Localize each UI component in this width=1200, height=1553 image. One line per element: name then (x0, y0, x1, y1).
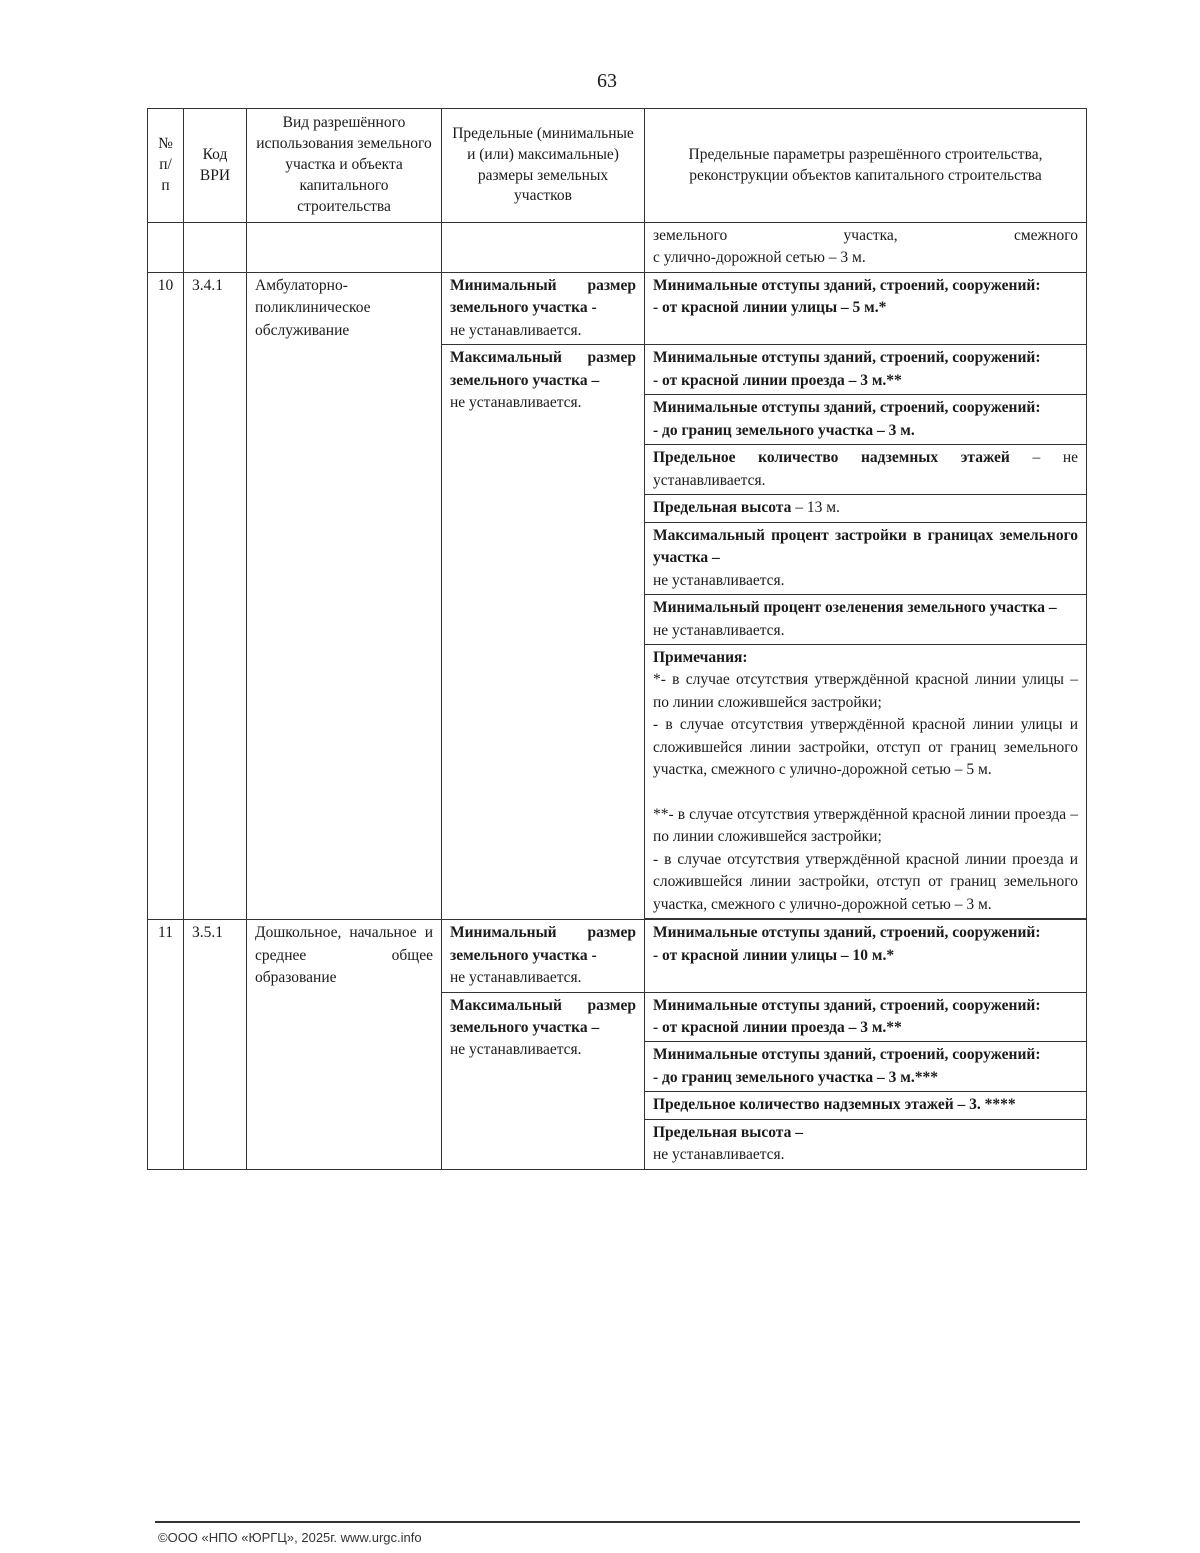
row11-param-3-value: - до границ земельного участка – 3 м.*** (653, 1068, 938, 1086)
row11-param-5-title: Предельная высота – (653, 1123, 803, 1141)
row10-param-3-title: Минимальные отступы зданий, строений, сооружений: (653, 399, 1041, 417)
row10-max-size-title: Максимальный размер земельного участка – (450, 349, 636, 389)
param-continuation (645, 223, 1087, 273)
row11-param-3-title: Минимальные отступы зданий, строений, сооружений: (653, 1046, 1041, 1064)
row11-max-size-title: Максимальный размер земельного участка – (450, 996, 636, 1036)
footer-divider (155, 1521, 1080, 1523)
row11-param-3 (645, 1042, 1087, 1092)
row10-param-1 (645, 272, 1087, 344)
row10-code: 3.4.1 (184, 272, 247, 919)
row10-param-4 (645, 445, 1087, 495)
table-header-row (148, 109, 1087, 223)
row10-param-4-title: Предельное количество надземных этажей (653, 449, 1010, 467)
row10-notes (645, 644, 1087, 918)
row11-param-2-title: Минимальные отступы зданий, строений, сооружений: (653, 996, 1041, 1014)
row10-param-7-title: Минимальный процент озеленения земельного участка – (653, 599, 1057, 617)
row10-param-5-value: – 13 м. (791, 499, 840, 517)
row10-note-3: **- в случае отсутствия утверждённой красной линии проезда – по линии сложившейся застройки; (653, 805, 1078, 846)
row10-note-4: - в случае отсутствия утверждённой красной линии проезда и сложившейся линии застройки, отступ от границ земельного участка, смежного с улично-дорожной сетью – 3 м. (653, 850, 1078, 913)
row10-min-size-value: не устанавливается. (450, 321, 582, 339)
row11-min-size (442, 920, 645, 992)
table-row-continuation (148, 223, 1087, 273)
row10-num: 10 (148, 272, 184, 919)
row11-min-size-value: не устанавливается. (450, 969, 582, 987)
row10-param-6 (645, 522, 1087, 594)
header-params: Предельные параметры разрешённого строительства, реконструкции объектов капитального строительства (645, 109, 1087, 223)
row10-note-2: - в случае отсутствия утверждённой красной линии улицы и сложившейся линии застройки, отступ от границ земельного участка, смежного с улично-дорожной сетью – 5 м. (653, 716, 1078, 779)
row10-param-6-title: Максимальный процент застройки в границах земельного участка – (653, 526, 1078, 567)
row10-param-1-value: - от красной линии улицы – 5 м.* (653, 299, 887, 317)
row11-param-1 (645, 920, 1087, 992)
row10-type: Амбулаторно-поликлиническое обслуживание (247, 272, 442, 919)
row11-max-size-value: не устанавливается. (450, 1041, 582, 1059)
header-num: № п/п (148, 109, 184, 223)
header-type: Вид разрешённого использования земельного участка и объекта капитального строительства (247, 109, 442, 223)
row10-note-1: *- в случае отсутствия утверждённой красной линии улицы – по линии сложившейся застройки; (653, 671, 1078, 711)
row10-max-size-value: не устанавливается. (450, 394, 582, 412)
row10-param-3-value: - до границ земельного участка – 3 м. (653, 421, 915, 439)
row10-param-2-value: - от красной линии проезда – 3 м.** (653, 371, 902, 389)
row11-max-size (442, 992, 645, 1169)
row10-param-4-value: – не устанавливается. (653, 449, 1078, 489)
row10-param-2 (645, 345, 1087, 395)
header-code: Код ВРИ (184, 109, 247, 223)
row11-min-size-title: Минимальный размер земельного участка - (450, 924, 636, 964)
row10-notes-title: Примечания: (653, 648, 748, 666)
row11-param-5 (645, 1119, 1087, 1169)
param-continuation-line2: с улично-дорожной сетью – 3 м. (653, 249, 866, 267)
table-row-10 (148, 272, 1087, 344)
row10-param-7 (645, 595, 1087, 645)
zoning-regulations-table (147, 108, 1087, 1170)
param-continuation-line1: земельного участка, смежного (653, 227, 1078, 244)
footer-copyright: ©ООО «НПО «ЮРГЦ», 2025г. www.urgc.info (158, 1530, 422, 1545)
row11-param-1-title: Минимальные отступы зданий, строений, сооружений: (653, 924, 1041, 942)
row10-param-2-title: Минимальные отступы зданий, строений, сооружений: (653, 349, 1041, 367)
row11-num: 11 (148, 920, 184, 1170)
row11-param-4: Предельное количество надземных этажей – 3. **** (645, 1092, 1087, 1119)
header-sizes: Предельные (минимальные и (или) максимальные) размеры земельных участков (442, 109, 645, 223)
table-row-11 (148, 920, 1087, 992)
row11-type: Дошкольное, начальное и среднее общее образование (247, 920, 442, 1170)
row10-max-size (442, 345, 645, 920)
row10-param-6-value: не устанавливается. (653, 571, 785, 589)
row11-param-2-value: - от красной линии проезда – 3 м.** (653, 1019, 902, 1036)
row10-param-5 (645, 495, 1087, 522)
row10-min-size-title: Минимальный размер земельного участка - (450, 276, 636, 317)
row11-param-2 (645, 992, 1087, 1042)
row11-param-5-value: не устанавливается. (653, 1146, 785, 1164)
row10-param-7-value: не устанавливается. (653, 621, 785, 639)
page-number: 63 (597, 70, 617, 92)
row11-param-1-value: - от красной линии улицы – 10 м.* (653, 946, 895, 964)
row10-param-5-title: Предельная высота (653, 499, 792, 517)
row10-min-size (442, 272, 645, 344)
row11-code: 3.5.1 (184, 920, 247, 1170)
row10-param-3 (645, 395, 1087, 445)
row10-param-1-title: Минимальные отступы зданий, строений, сооружений: (653, 276, 1041, 294)
